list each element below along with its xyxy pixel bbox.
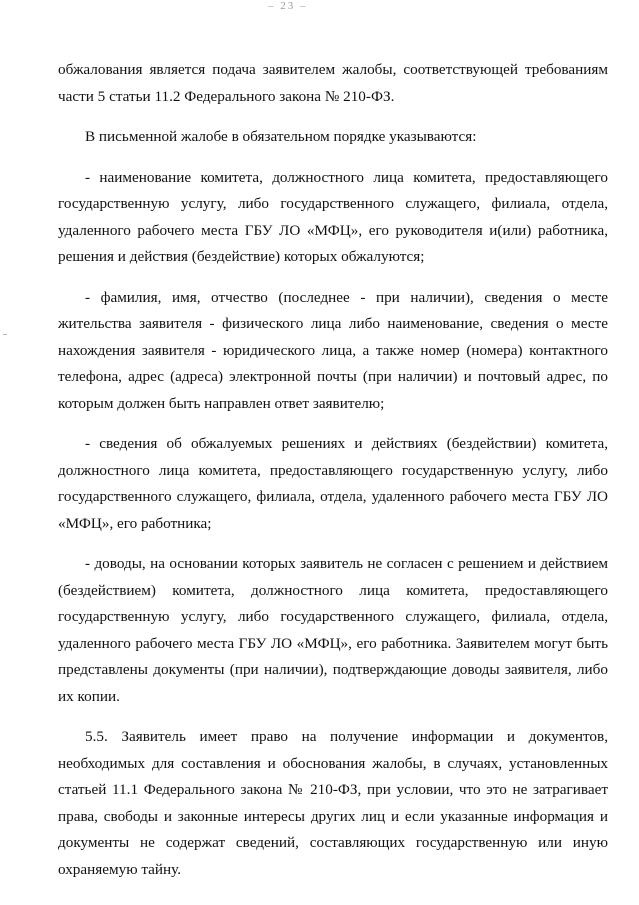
paragraph-complaint-requirements-intro: В письменной жалобе в обязательном порядке указываются: [85, 128, 477, 145]
paragraph-section-5-5: 5.5. Заявитель имеет право на получение информации и документов, необходимых для составления и обоснования жалобы, в случаях, установленных статьей 11.1 Федерального закона № 210-ФЗ, при условии, что это не затрагивает права, свободы и законные интересы других лиц и если указанные информация и документы не содержат сведений, составляющих государственную или иную охраняемую тайну. [58, 728, 608, 878]
list-item-appealed-decisions: - сведения об обжалуемых решениях и действиях (бездействии) комитета, должностного лица комитета, предоставляющего государственную услугу, либо государственного служащего, филиала, отдела, удаленного рабочего места ГБУ ЛО «МФЦ», его работника; [58, 435, 608, 532]
list-item-applicant-details: - фамилия, имя, отчество (последнее - при наличии), сведения о месте жительства заявителя - физического лица либо наименование, сведения о месте нахождения заявителя - юридического лица, а также номер (номера) контактного телефона, адрес (адреса) электронной почты (при наличии) и почтовый адрес, по которым должен быть направлен ответ заявителю; [58, 288, 608, 412]
list-item-arguments: - доводы, на основании которых заявитель не согласен с решением и действием (бездействием) комитета, должностного лица комитета, предоставляющего государственную услугу, либо государственного служащего, филиала, отдела, удаленного рабочего места ГБУ ЛО «МФЦ», его работника. Заявителем могут быть представлены документы (при наличии), подтверждающие доводы заявителя, либо их копии. [58, 555, 608, 705]
list-item-authority-name: - наименование комитета, должностного лица комитета, предоставляющего государственную услугу, либо государственного служащего, филиала, отдела, удаленного рабочего места ГБУ ЛО «МФЦ», его руководителя и(или) работника, решения и действия (бездействие) которых обжалуются; [58, 168, 608, 265]
scan-edge-mark [3, 334, 7, 335]
document-body [58, 57, 608, 883]
page-number-mark: – 23 – [268, 0, 308, 12]
paragraph-appeal-basis: обжалования является подача заявителем жалобы, соответствующей требованиям части 5 статьи 11.2 Федерального закона № 210-ФЗ. [58, 61, 608, 105]
